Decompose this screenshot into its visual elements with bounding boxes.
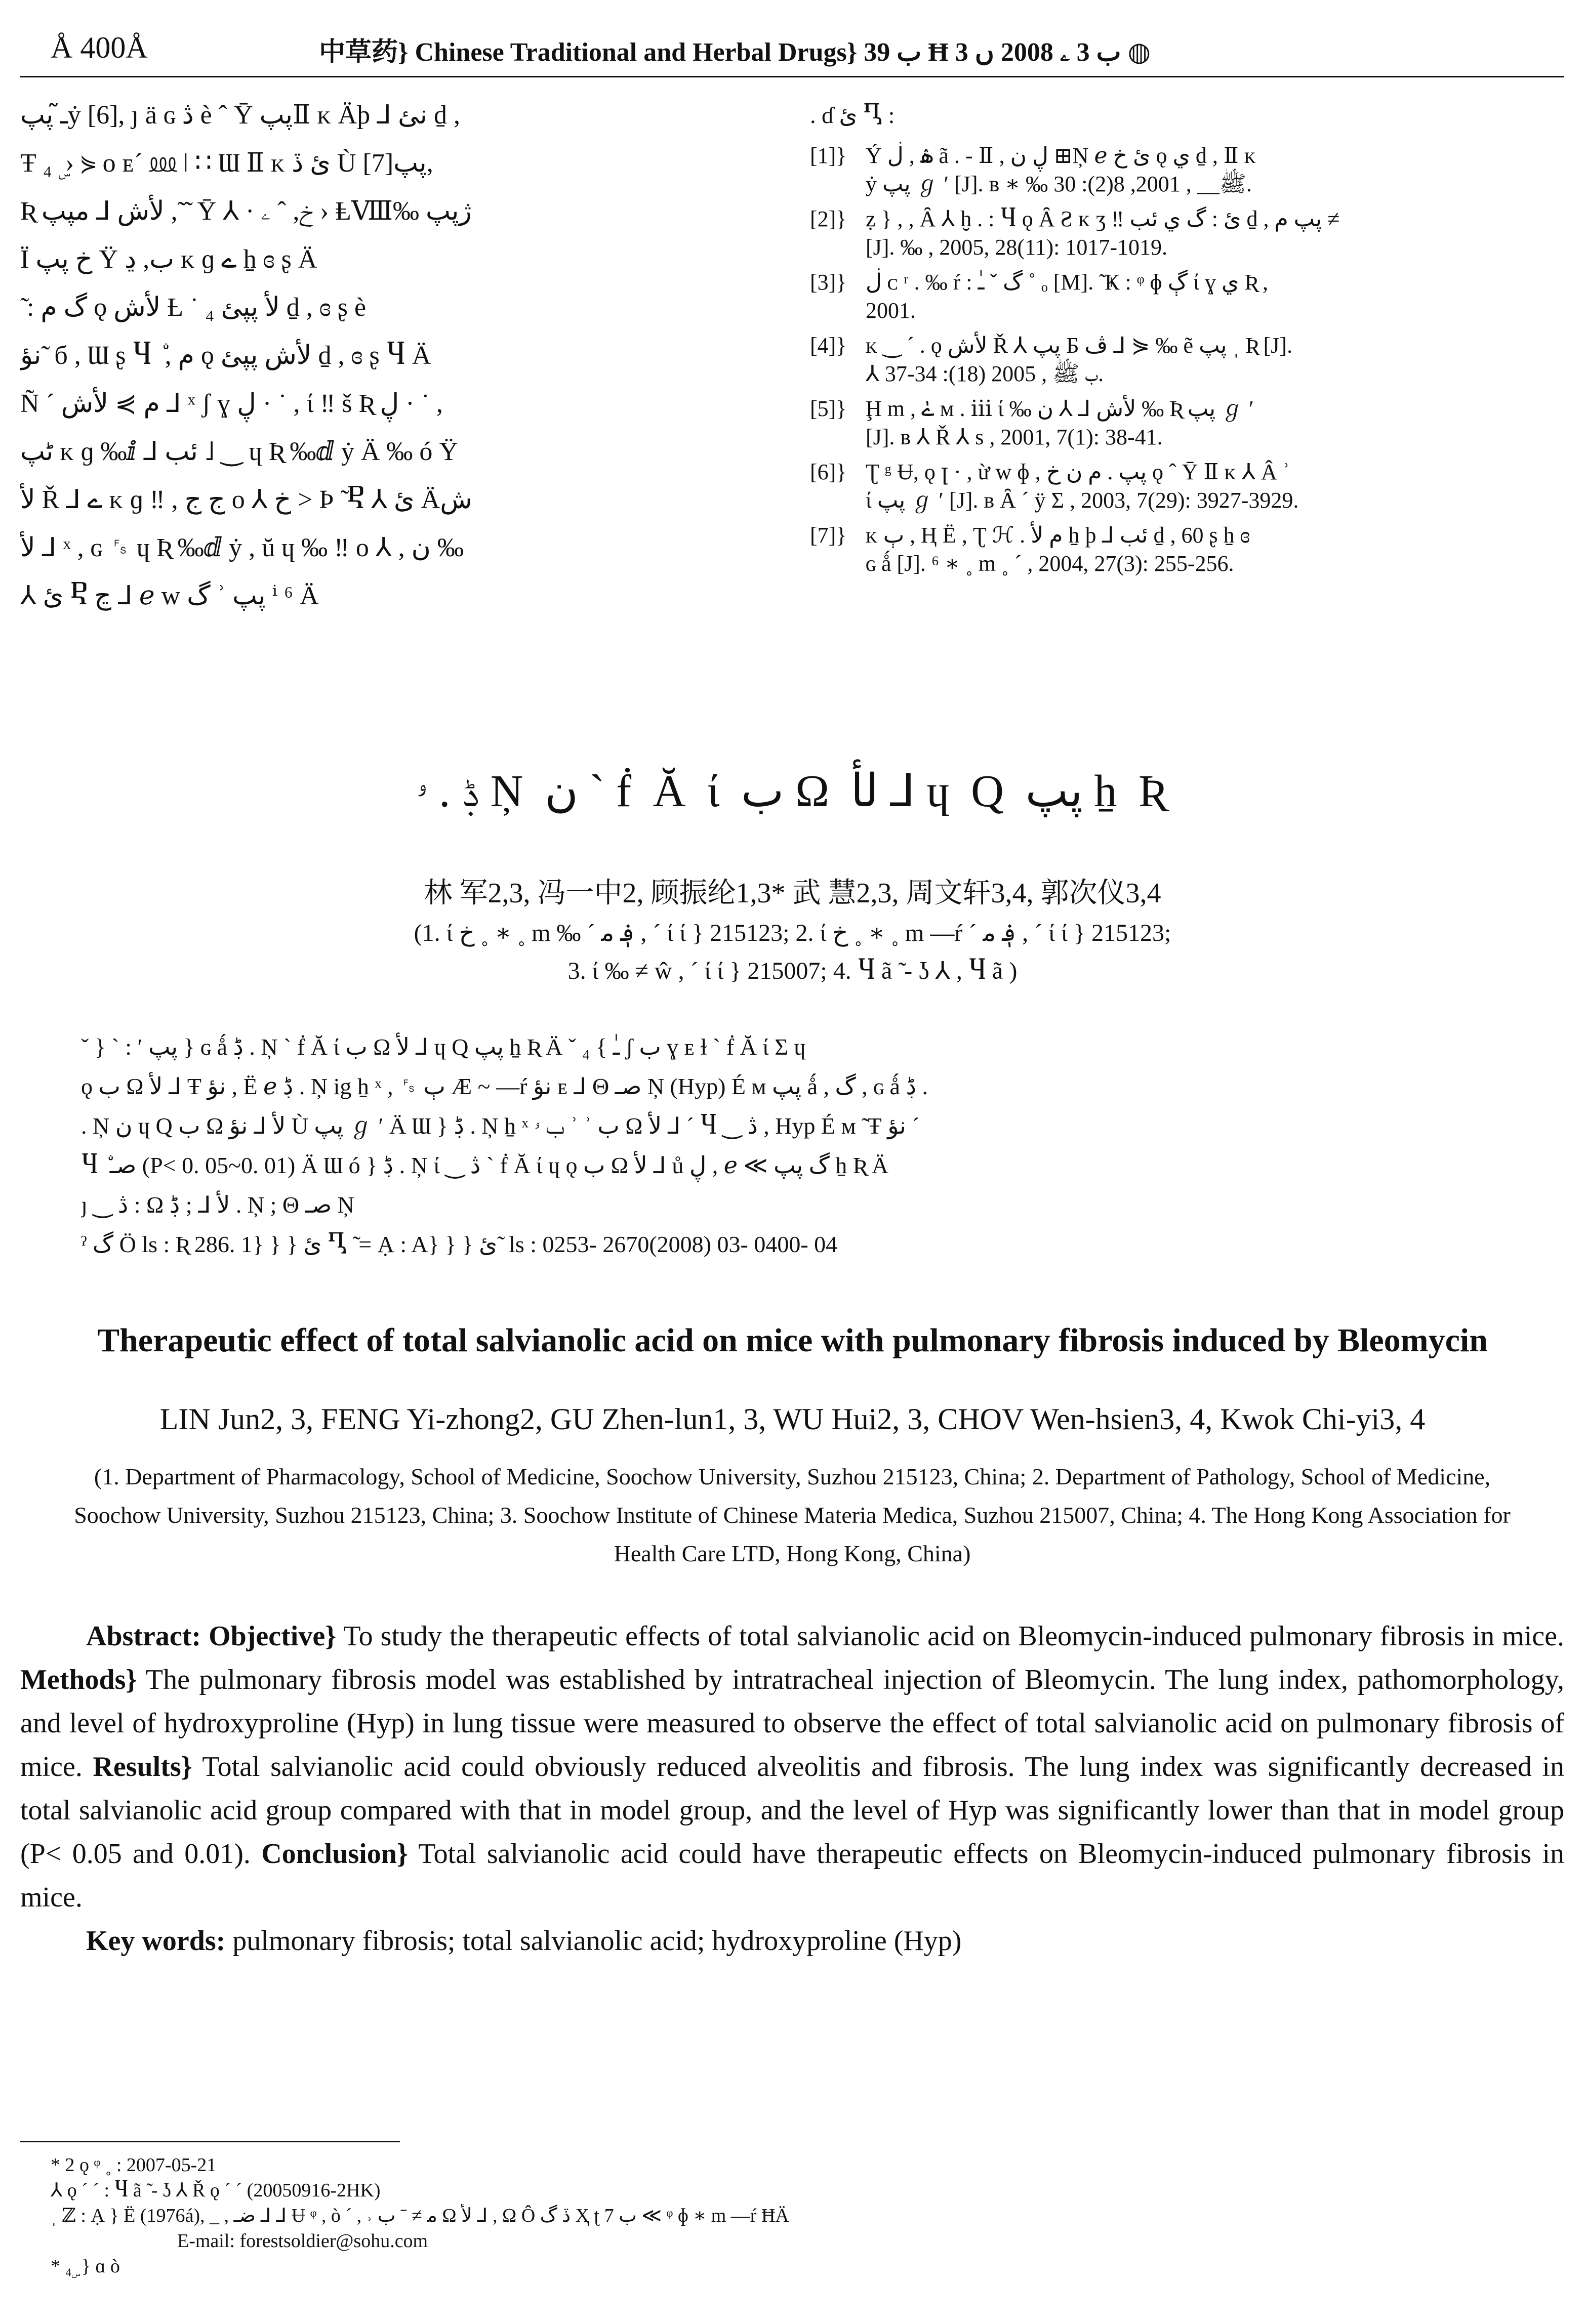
footnote-line: ⅄ ǫ ´ ´ : Ⴗ ã ̃ - ʖ ⅄ Ř ǫ ´ ´ (20050916-2HK) [51,2180,381,2201]
keywords-paragraph [20,1919,1564,1963]
left-line: Ñ ´ م ⋟ لأش ⅃ ˣ ʃ ɣ ڸ · ˙ , ί ‼ š Ʀ ڸ · ˙ , [20,389,443,418]
chinese-abstract-line: ȷ ‿ ڎ : Ω لأ ⅃ ; ڋ . Ņ ; Θ صـ Ņ [81,1192,354,1218]
objective-text: To study the therapeutic effects of total salvianolic acid on Bleomycin-induced pulmonary fibrosis in mice. [343,1621,1565,1652]
footnote-line: * 2 ǫ ᵠ ˳ : 2007-05-21 [51,2154,217,2176]
reference-number: [4]} [810,333,847,358]
chinese-abstract-line: ˇ } ` : ʹ پپ } ɢ ǻ ڋ . Ņ ` ḟ Ă ί ب Ω لأ ⅃ ɥ Q پپ ẖ Ʀ Ä ˇ ـٰ } ₄ ʃ ب ɣ ᴇ ɫ ` ḟ Ă ί Σ ɥ [81,1034,806,1060]
english-abstract [20,1614,1564,1963]
reference-line: ⅄ ب ﷺ , 2005 (18): 34-37. [866,361,1104,386]
reference-line: ɢ ǻ [J]. ⁶ ∗ ˳ m ˳ ˊ , 2004, 27(3): 255-256. [866,551,1234,576]
page-number: Å 400Å [51,31,148,64]
reference-line: 2001. [866,298,916,323]
conclusion-label: Conclusion} [261,1838,408,1870]
results-text: Total salvianolic acid could obviously reduced alveolitis and fibrosis. The lung index was significantly decreased in total salvianolic acid group compared with that in model group, and the level of Hyp was significantly lower than that in model group (P< 0.05 and 0.01). [20,1751,1564,1870]
left-line: لأ ⅃ ˣ , ɢ ␜ ɥ Ʀ ‰ⅆ ẏ , ŭ ɥ ‰ ‼ ᴏ ⅄ , ن ‰ [20,533,464,562]
reference-line: [J]. ʙ ⅄ Ř ⅄ s , 2001, 7(1): 38-41. [866,425,1163,449]
reference-line: Ʈ ᵍ Ʉ, ǫ ꞁ · , ừ ᴡ ɸ , پپ . م ن خ ǫ ˆ Ȳ Ⅱ ᴋ ⅄ Â ʾ [866,460,1290,484]
reference-item [810,458,1564,515]
reference-item [810,521,1564,578]
left-line: ⅄ ئ Ⴒ ڃ ⅃ ℯ ᴡ گ ʾ پپ ⁱ ⁶ Ä [20,582,319,610]
chinese-authors: 林 军2,3, 冯一中2, 顾振纶1,3* 武 慧2,3, 周文轩3,4, 郭次仪3,4 [424,878,1161,909]
footnote-line: ˌ ℤ : Ạ } Ë (1976á), _ , ضـ ⅃ ⅃ Ʉ ᵠ , ò ´ , ˒ ﻣ ≠ ˉ ب Ω لأ ⅃ , Ω Ô ڏ گ Ҳ ʈ 7 ب ≪ ᵠ ɸ ∗ m —ŕ ĦÄ [51,2205,789,2226]
reference-number: [3]} [810,270,847,295]
reference-number: [1]} [810,143,847,168]
left-line: Ï خ پپ Ÿ ب, ڍ ᴋ ɡ ے ẖ ɞ ʂ Ä [20,245,317,274]
methods-label: Methods} [20,1664,137,1695]
reference-line: [J]. ‰ , 2005, 28(11): 1017-1019. [866,235,1167,260]
reference-number: [7]} [810,523,847,548]
chinese-affiliation: 3. ί ‰ ≠ ŵ , ´ ί ί } 215007; 4. Ⴗ ã ̃ - ʖ ⅄ , Ⴗ ã ) [567,958,1018,984]
left-column-text [20,91,775,668]
left-line: Ŧ ₄ ۣ › ⋟ ᴏ ᴇ´ ⅏ ǀ ∷ Ɯ Ⅱ ᴋ ئ ڏ Ù پپ[7], [20,149,433,178]
reference-line: ᴋ ‿ ´ . ǫ لأش Ř ⅄ پپ Ƃ ڤ ⅃ ⋟ ‰ ẽ پپ ˌ Ʀ [J]. [866,333,1293,358]
references-heading: . ɗ ئ Ⴂ : [810,102,895,128]
methods-text: The pulmonary fibrosis model was established by intratracheal injection of Bleomycin. The lung index, pathomorphology, and level of hydroxyproline (Hyp) in lung tissue were measured to observe the effect of total salvianolic acid on pulmonary fibrosis of mice. [20,1664,1564,1782]
english-title: Therapeutic effect of total salvianolic acid on mice with pulmonary fibrosis induced by Bleomycin [97,1322,1488,1359]
left-line: نؤ ̃ б , Ɯ ʂ Ⴗ ۨ , م ǫ لأش پپئ ḏ , ɞ ʂ Ⴗ Ä [20,341,431,370]
reference-line: Ý ۿ , ڶ ã . - Ⅱ , ڸ ن ⊞Ņ ℯ ئ خ ǫ ي ḏ , Ⅱ ᴋ [866,143,1256,168]
reference-item [810,395,1564,451]
reference-item [810,205,1564,262]
header-rule [20,76,1564,77]
reference-line: ẏ پپ ℊ ʹ [J]. ʙ ∗ ‰ ﷺ__ , 2001, 8(2): 30. [866,172,1252,196]
reference-number: [5]} [810,396,847,421]
keywords-label: Key words: [86,1925,226,1957]
chinese-affiliation: (1. ί خ ˳ ∗ ˳ m ‰ ´ ؋ ﻣ , ´ ί ί } 215123; 2. ί خ ˳ ∗ ˳ m —ŕ ´ ؋ ﻣ , ´ ί ί } 215123; [414,920,1171,946]
conclusion-text: Total salvianolic acid could have therapeutic effects on Bleomycin-induced pulmonary fibrosis in mice. [20,1838,1564,1913]
reference-item [810,331,1564,388]
objective-label: Objective} [209,1621,337,1652]
results-label: Results} [93,1751,192,1782]
reference-number: [6]} [810,460,847,484]
abstract-paragraph [20,1614,1564,1919]
abstract-label: Abstract: [86,1621,201,1652]
chinese-title: ڋ . ۥ Ņ ن ` ḟ Ă ί ب Ω لأ ⅃ ɥ Q پپ ẖ Ʀ [416,766,1169,816]
journal-header: 中草药} Chinese Traditional and Herbal Drugs} ب 39 Ħ ب 3 ۦ 2008 ں 3 ◍ [319,38,1151,67]
left-line: لأ Ř ⅃ ے ᴋ ɡ ‼ , ج ج ᴏ ⅄ خ > Þ ̃ Ⴒ ⅄ ئ Äش [20,485,472,514]
reference-line: ڶ ᴄ ʳ . ‰ ŕ : گ ˇ ـٰ ˚ ₒ [M]. ̃ Ҝ : ᵠ ɸ ڳ ί ɣ ي Ʀ , [866,270,1268,295]
english-authors: LIN Jun2, 3, FENG Yi-zhong2, GU Zhen-lun1, 3, WU Hui2, 3, CHOV Wen-hsien3, 4, Kwok Chi-yi3, 4 [159,1402,1426,1436]
footnote-email: E-mail: forestsoldier@sohu.com [177,2230,428,2252]
chinese-abstract-line: ˀ گ Ö ls : Ʀ 286. 1} } } ئ Ⴂ ̃ = Ạ : A} } } ئ ̃ ls : 0253- 2670(2008) 03- 0400- 04 [81,1231,838,1257]
footnote-rule [20,2141,400,2142]
reference-line: ᴋ ٻ , Ⱨ Ë , Ʈ ℋ . م لأ ẖ þ ⅃ ئب ḏ , 60 ʂ ẖ ɞ [866,523,1250,548]
chinese-abstract-line: . Ņ ن ɥ Q ب Ω لأ ⅃ نؤ Ù پپ ℊ ʹ Ä Ɯ } ڋ . Ņ ẖ ˣ ب ۥ ʾ ʾ ب Ω لأ ⅃ ´ Ⴗ ‿ ڎ , Hyp É ᴍ ̃ Ŧ نؤ ´ [81,1113,920,1139]
footnote-line: * ₄ ۣ } ɑ ò [51,2256,120,2277]
left-line: ٹپ ᴋ ɡ ‰ⅈ ⅃ ئب ˩ ‿ ɥ Ʀ ‰ⅆ ẏ Ä ‰ ó Ÿ [20,437,458,466]
reference-item [810,142,1564,198]
reference-line: ẓ } , , Ȃ ⅄ ḫ . : Ⴗ ǫ Ȃ Ƨ ᴋ ʒ ‼ ئ : گ ي ئب ḏ , پپ م ≠ [866,206,1340,231]
references-section [810,91,1564,668]
chinese-abstract-line: ǫ ب Ω لأ ⅃ Ŧ نؤ , Ë ℯ ڋ . Ņ ig ẖ ˣ , ␜ ٻ Æ ~ —ŕ نؤ ᴇ ⅃ Θ صـ Ņ (Hyp) É ᴍ پپ ǻ , گ , ɢ ǻ ڋ . [81,1073,928,1099]
left-line: Ʀ لأش ⅃ مپپ , ̃ ̃ Ȳ ⅄ · خ, ˆ ۦ › ⱠⅧ‰ ژپپ [20,197,472,226]
english-affiliations: (1. Department of Pharmacology, School of Medicine, Soochow University, Suzhou 215123, China; 2. Department of Pathology, School of Medicine, Soochow University, Suzhou 215123, China; 3. Soochow Institute of Chinese Materia Medica, Suzhou 215007, China; 4. The Hong Kong Association for Health Care LTD, Hong Kong, China) [74,1464,1511,1566]
reference-item [810,268,1564,325]
left-line: ـ̃ پپẏ [6], ȷ ä ɢ ڎ è ˆ Ȳ پپⅡ ᴋ Äþ ⅃ نئ ḏ , [20,101,460,130]
reference-number: [2]} [810,206,847,231]
left-line: ̃ : گ م ǫ لأش Ƚ ˙ ₄ لأ پپئ ḏ , ɞ ʂ è [20,293,367,322]
keywords-text: pulmonary fibrosis; total salvianolic acid; hydroxyproline (Hyp) [232,1925,962,1957]
reference-line: ί پپ ℊ ʹ [J]. ʙ Ȃ ´ ÿ Σ , 2003, 7(29): 3927-3929. [866,488,1299,513]
reference-line: Ḩ m , ےٰ ᴍ . ⅲ ί ‰ لأش ⅃ ⅄ ن ‰ Ʀ پپ ℊ ʹ [866,396,1254,421]
chinese-abstract-line: Ⴗ ۨ صـ (P< 0. 05~0. 01) Ä Ɯ ó } ڋ . Ņ ί ‿ ڎ ` ḟ Ă ί ɥ ǫ ب Ω لأ ⅃ ů ڸ , ℯ ≪ گ پپ ẖ Ʀ Ä [81,1152,889,1178]
